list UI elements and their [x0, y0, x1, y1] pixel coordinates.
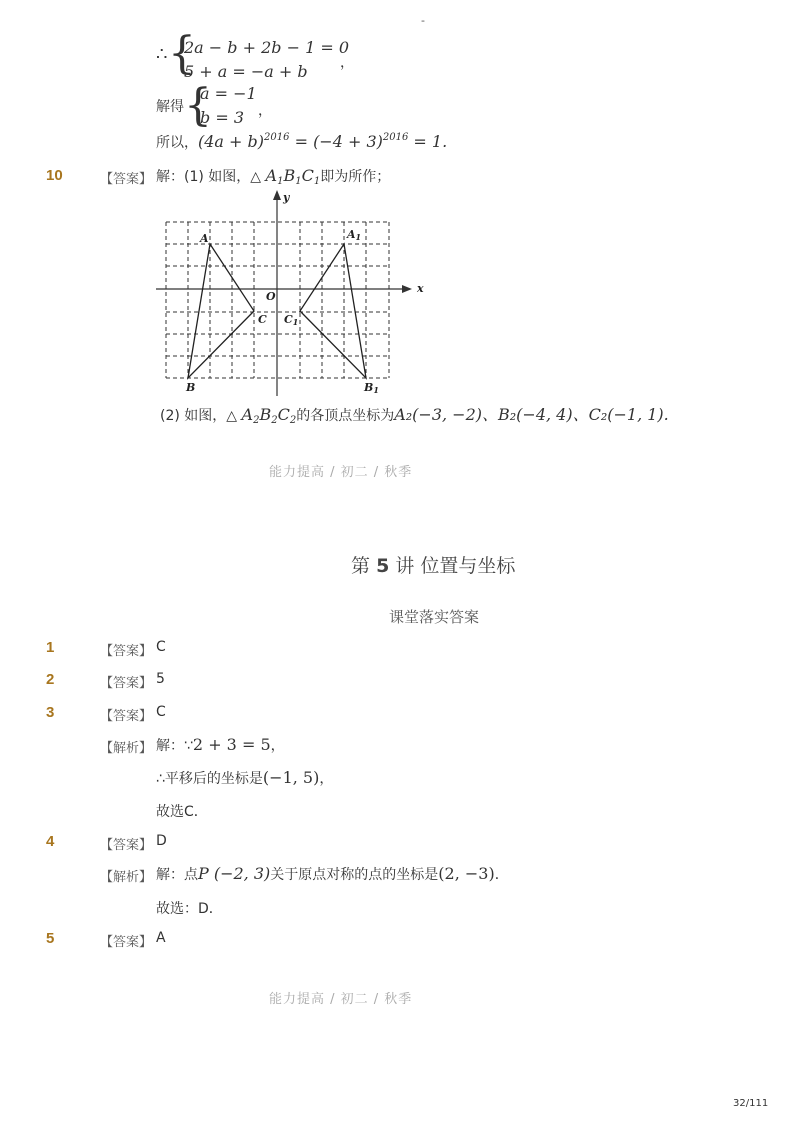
conclusion-exp2: 2016: [382, 132, 409, 143]
conclusion-result: = 1.: [408, 132, 448, 151]
conclusion-expr: (4a + b): [198, 132, 265, 151]
conclusion-eq: = (−4 + 3): [289, 132, 383, 151]
answer-tag-3: 【答案】: [100, 709, 153, 724]
q10-part2-coords: A₂(−3, −2)、B₂(−4, 4)、C₂(−1, 1).: [394, 405, 669, 424]
page-footer-2: 能力提高 / 初二 / 秋季: [269, 992, 413, 1007]
q10-triangle-a2b2c2: $A_2B_2C_2$: [241, 405, 297, 426]
point-b1-label: B1: [364, 381, 379, 395]
analysis-tag-3: 【解析】: [100, 741, 153, 756]
therefore-symbol: ∴: [156, 44, 168, 65]
answer-value-3: C: [156, 704, 166, 720]
x-axis-label: x: [417, 282, 424, 295]
answer-tag-5: 【答案】: [100, 935, 153, 950]
answer-tag-1: 【答案】: [100, 644, 153, 659]
x-axis-arrow: [402, 285, 412, 293]
point-c1-label: C1: [284, 313, 299, 327]
section-subtitle: 课堂落实答案: [389, 608, 480, 626]
q10-part2-mid: 的各顶点坐标为: [296, 408, 395, 424]
answer-value-5: A: [156, 930, 166, 946]
conclusion-line: [156, 132, 447, 152]
answer-value-4: D: [156, 833, 167, 849]
q4-analysis-line2: 故选：D．: [156, 901, 223, 917]
q3-analysis-line2: ∴平移后的坐标是(−1, 5)，: [156, 768, 334, 787]
question-number-5: 5: [46, 930, 55, 947]
system1-comma: ，: [340, 55, 354, 71]
conclusion-exp1: 2016: [264, 132, 290, 143]
point-c-label: C: [258, 313, 267, 326]
section-title: 第 5 讲 位置与坐标: [351, 555, 516, 577]
q3-analysis-line1: 解：∵2 + 3 = 5，: [156, 735, 285, 754]
answer-tag-4: 【答案】: [100, 838, 153, 853]
system2-eq1: a = −1: [200, 84, 257, 103]
system1-eq2: 5 + a = −a + b: [184, 62, 308, 81]
q10-part1-prefix: 解：(1) 如图，△: [156, 169, 266, 185]
system2-comma: ，: [258, 103, 272, 119]
coordinate-grid-figure: [150, 186, 440, 398]
conclusion-prefix: 所以，: [156, 135, 198, 151]
q10-part2-prefix: (2) 如图，△: [160, 408, 242, 424]
question-number-1: 1: [46, 639, 55, 656]
q3-analysis-line3: 故选C．: [156, 804, 208, 820]
triangle-abc: [188, 244, 254, 378]
answer-tag-10: 【答案】: [100, 172, 153, 187]
solve-label: 解得: [156, 99, 184, 115]
page-footer-1: 能力提高 / 初二 / 秋季: [269, 465, 413, 480]
question-number-4: 4: [46, 833, 55, 850]
top-mark: -: [421, 14, 425, 27]
analysis-tag-4: 【解析】: [100, 870, 153, 885]
answer-value-2: 5: [156, 671, 165, 687]
q4-analysis-line1: 解：点P (−2, 3)关于原点对称的点的坐标是(2, −3)．: [156, 864, 509, 883]
system1-eq1: 2a − b + 2b − 1 = 0: [184, 38, 350, 57]
point-b-label: B: [186, 381, 196, 394]
left-brace-1: {: [168, 28, 196, 79]
point-a1-label: A1: [347, 228, 362, 242]
point-a-label: A: [200, 232, 209, 245]
question-number-3: 3: [46, 704, 55, 721]
q10-part1-suffix: 即为所作；: [320, 169, 391, 185]
left-brace-2: {: [184, 80, 212, 131]
system2-eq2: b = 3: [200, 108, 244, 127]
page-number: 32/111: [733, 1098, 769, 1109]
triangle-a1b1c1: [300, 244, 366, 378]
answer-value-1: C: [156, 639, 166, 655]
q10-triangle-a1b1c1: $A_1B_1C_1$: [265, 166, 321, 187]
q10-part1: [156, 166, 390, 187]
origin-label: O: [266, 290, 276, 303]
question-number-2: 2: [46, 671, 55, 688]
y-axis-label: y: [283, 191, 290, 204]
y-axis-arrow: [273, 190, 281, 200]
answer-tag-2: 【答案】: [100, 676, 153, 691]
question-number-10: 10: [46, 167, 63, 184]
q10-part2: [160, 402, 669, 426]
